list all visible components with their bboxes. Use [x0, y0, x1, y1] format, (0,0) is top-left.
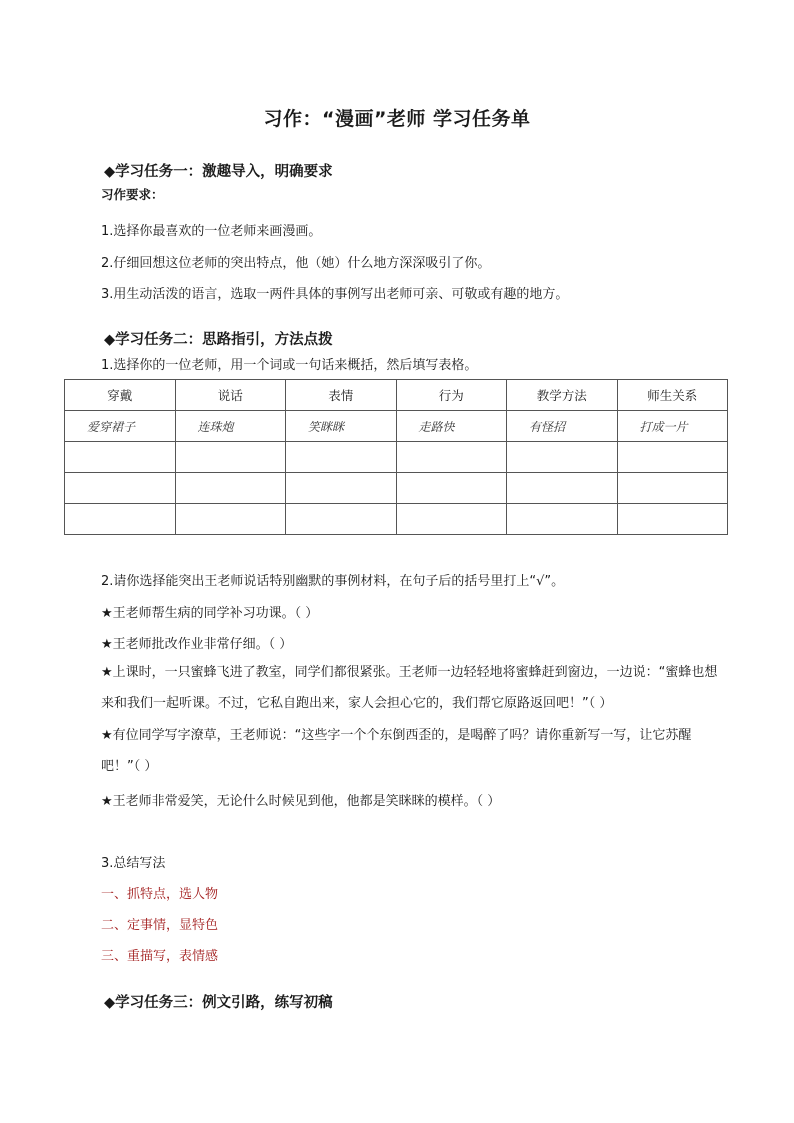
table-blank-cell[interactable] — [617, 504, 728, 535]
table-example-cell: 打成一片 — [617, 411, 728, 442]
task3-heading: ◆学习任务三：例文引路，练写初稿 — [104, 995, 333, 1011]
table-header-cell: 师生关系 — [617, 380, 728, 411]
method-item: 二、定事情，显特色 — [101, 918, 219, 933]
table-blank-cell[interactable] — [175, 442, 286, 473]
method-item: 一、抓特点，选人物 — [101, 887, 219, 902]
table-blank-cell[interactable] — [286, 473, 397, 504]
option-item: ★上课时，一只蜜蜂飞进了教室，同学们都很紧张。王老师一边轻轻地将蜜蜂赶到窗边，一边说：“蜜蜂也想来和我们一起听课。不过，它私自跑出来，家人会担心它的，我们帮它原路返回吧！”（ ） — [101, 665, 718, 711]
table-blank-cell[interactable] — [396, 442, 507, 473]
table-blank-cell[interactable] — [65, 504, 176, 535]
table-header-cell: 表情 — [286, 380, 397, 411]
question-3: 3.总结写法 — [101, 856, 166, 871]
option-item: ★王老师帮生病的同学补习功课。（ ） — [101, 606, 319, 621]
table-blank-row — [65, 504, 728, 535]
question-1: 1.选择你的一位老师，用一个词或一句话来概括，然后填写表格。 — [101, 358, 478, 373]
question-2: 2.请你选择能突出王老师说话特别幽默的事例材料，在句子后的括号里打上“√”。 — [101, 574, 565, 589]
table-blank-cell[interactable] — [65, 442, 176, 473]
table-blank-cell[interactable] — [396, 504, 507, 535]
page-title: 习作：“漫画”老师 学习任务单 — [263, 108, 531, 130]
option-item: ★王老师批改作业非常仔细。（ ） — [101, 637, 293, 652]
option-item: ★王老师非常爱笑，无论什么时候见到他，他都是笑眯眯的模样。（ ） — [101, 794, 501, 809]
table-blank-cell[interactable] — [507, 504, 618, 535]
table-header-cell: 教学方法 — [507, 380, 618, 411]
table-blank-row — [65, 473, 728, 504]
requirement-3: 3.用生动活泼的语言，选取一两件具体的事例写出老师可亲、可敬或有趣的地方。 — [101, 287, 569, 302]
requirement-1: 1.选择你最喜欢的一位老师来画漫画。 — [101, 224, 322, 239]
requirement-2: 2.仔细回想这位老师的突出特点，他（她）什么地方深深吸引了你。 — [101, 256, 491, 271]
table-blank-cell[interactable] — [507, 442, 618, 473]
teacher-traits-table — [64, 379, 728, 535]
table-blank-cell[interactable] — [286, 442, 397, 473]
table-header-cell: 行为 — [396, 380, 507, 411]
table-blank-cell[interactable] — [617, 442, 728, 473]
table-example-row — [65, 411, 728, 442]
table-example-cell: 爱穿裙子 — [65, 411, 176, 442]
requirements-label: 习作要求： — [101, 187, 164, 202]
table-blank-cell[interactable] — [396, 473, 507, 504]
table-example-cell: 有怪招 — [507, 411, 618, 442]
table-example-cell: 走路快 — [396, 411, 507, 442]
option-item: ★有位同学写字潦草，王老师说：“这些字一个个东倒西歪的，是喝醉了吗？请你重新写一写，让它苏醒吧！”（ ） — [101, 728, 692, 774]
table-blank-cell[interactable] — [617, 473, 728, 504]
table-blank-cell[interactable] — [175, 504, 286, 535]
table-blank-row — [65, 442, 728, 473]
method-item: 三、重描写，表情感 — [101, 949, 219, 964]
table-header-cell: 说话 — [175, 380, 286, 411]
table-blank-cell[interactable] — [507, 473, 618, 504]
table-header-row — [65, 380, 728, 411]
table-blank-cell[interactable] — [175, 473, 286, 504]
task2-heading: ◆学习任务二：思路指引，方法点拨 — [104, 332, 333, 348]
table-example-cell: 笑眯眯 — [286, 411, 397, 442]
table-example-cell: 连珠炮 — [175, 411, 286, 442]
task1-heading: ◆学习任务一：激趣导入，明确要求 — [104, 164, 333, 180]
table-blank-cell[interactable] — [286, 504, 397, 535]
table-header-cell: 穿戴 — [65, 380, 176, 411]
table-blank-cell[interactable] — [65, 473, 176, 504]
